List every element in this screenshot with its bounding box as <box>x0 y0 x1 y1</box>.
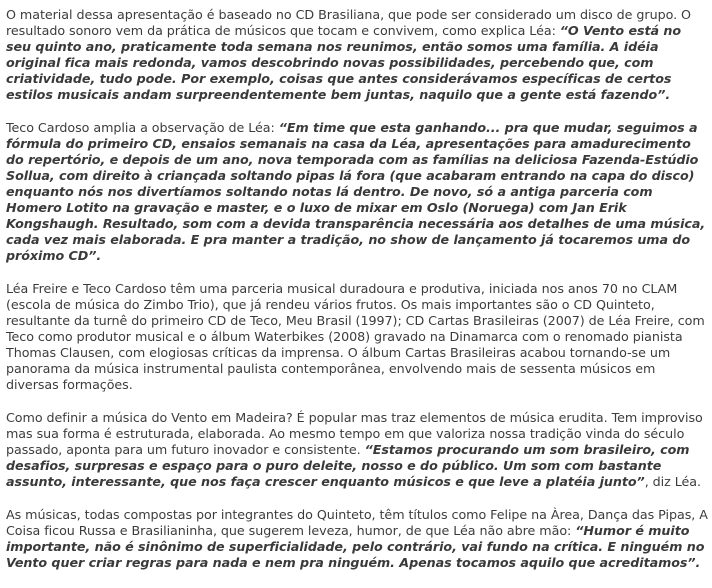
paragraph-definition <box>6 410 708 490</box>
quote-lea: “O Vento está no seu quinto ano, praticamente toda semana nos reunimos, então somos uma família. A idéia original fica mais redonda, vamos descobrindo novas possibilidades, percebendo que, com criatividade, tudo pode. Por exemplo, coisas que antes considerávamos específicas de certos estilos musicais andam surpreendentemente bem juntas, naquilo que a gente está fazendo”. <box>6 23 682 102</box>
paragraph-text: Teco Cardoso amplia a observação de Léa: <box>6 120 279 135</box>
paragraph-intro <box>6 7 708 103</box>
paragraph-partnership <box>6 281 708 393</box>
paragraph-text: Como definir a música do Vento em Madeira? É popular mas traz elementos de música erudita. Tem improviso mas sua forma é estruturada, elaborada. Ao mesmo tempo em que valoriza nossa tradição vinda do século passado, aponta para um futuro inovador e consistente. <box>6 410 703 457</box>
paragraph-teco <box>6 120 708 264</box>
quote-lea-sound: “Estamos procurando um som brasileiro, com desafios, surpresas e espaço para o puro deleite, nosso e do público. Um som com bastante assunto, interessante, que nos faça crescer enquanto músicos e que leve a platéia junto” <box>6 442 690 489</box>
quote-teco: “Em time que esta ganhando... pra que mudar, seguimos a fórmula do primeiro CD, ensaios semanais na casa da Léa, apresentações para amadurecimento do repertório, e depois de um ano, nova temporada com as famílias na deliciosa Fazenda-Estúdio Sollua, com direito à criançada soltando pipas lá fora (que acabaram entrando na capa do disco) enquanto nós nos divertíamos soltando notas lá dentro. De novo, só a antiga parceria com Homero Lotito na gravação e master, e o luxo de mixar em Oslo (Noruega) com Jan Erik Kongshaugh. Resultado, som com a devida transparência necessária aos detalhes de uma música, cada vez mais elaborada. E pra manter a tradição, no show de lançamento já tocaremos uma do próximo CD”. <box>6 120 706 263</box>
article-body <box>6 7 708 588</box>
paragraph-text: , diz Léa. <box>644 474 701 489</box>
quote-lea-humor: “Humor é muito importante, não é sinônimo de superficialidade, pelo contrário, vai fundo na crítica. E ninguém no Vento quer criar regras para nada e nem pra ninguém. Apenas tocamos aquilo que acreditamos”. <box>6 523 705 570</box>
paragraph-text: As músicas, todas compostas por integrantes do Quinteto, têm títulos como Felipe na Àrea, Dança das Pipas, A Coisa ficou Russa e Brasilianinha, que sugerem leveza, humor, de que Léa não abre mão: <box>6 507 708 538</box>
paragraph-text: Léa Freire e Teco Cardoso têm uma parceria musical duradoura e produtiva, iniciada nos anos 70 no CLAM (escola de música do Zimbo Trio), que já rendeu vários frutos. Os mais importantes são o CD Quinteto, resultante da turnê do primeiro CD de Teco, Meu Brasil (1997); CD Cartas Brasileiras (2007) de Léa Freire, com Teco como produtor musical e o álbum Waterbikes (2008) gravado na Dinamarca com o renomado pianista Thomas Clausen, com elogiosas críticas da imprensa. O álbum Cartas Brasileiras acabou tornando-se um panorama da música instrumental paulista contemporânea, envolvendo mais de sessenta músicos em diversas formações. <box>6 281 705 392</box>
paragraph-songs <box>6 507 708 571</box>
paragraph-text: O material dessa apresentação é baseado no CD Brasiliana, que pode ser considerado um disco de grupo. O resultado sonoro vem da prática de músicos que tocam e convivem, como explica Léa: <box>6 7 691 38</box>
